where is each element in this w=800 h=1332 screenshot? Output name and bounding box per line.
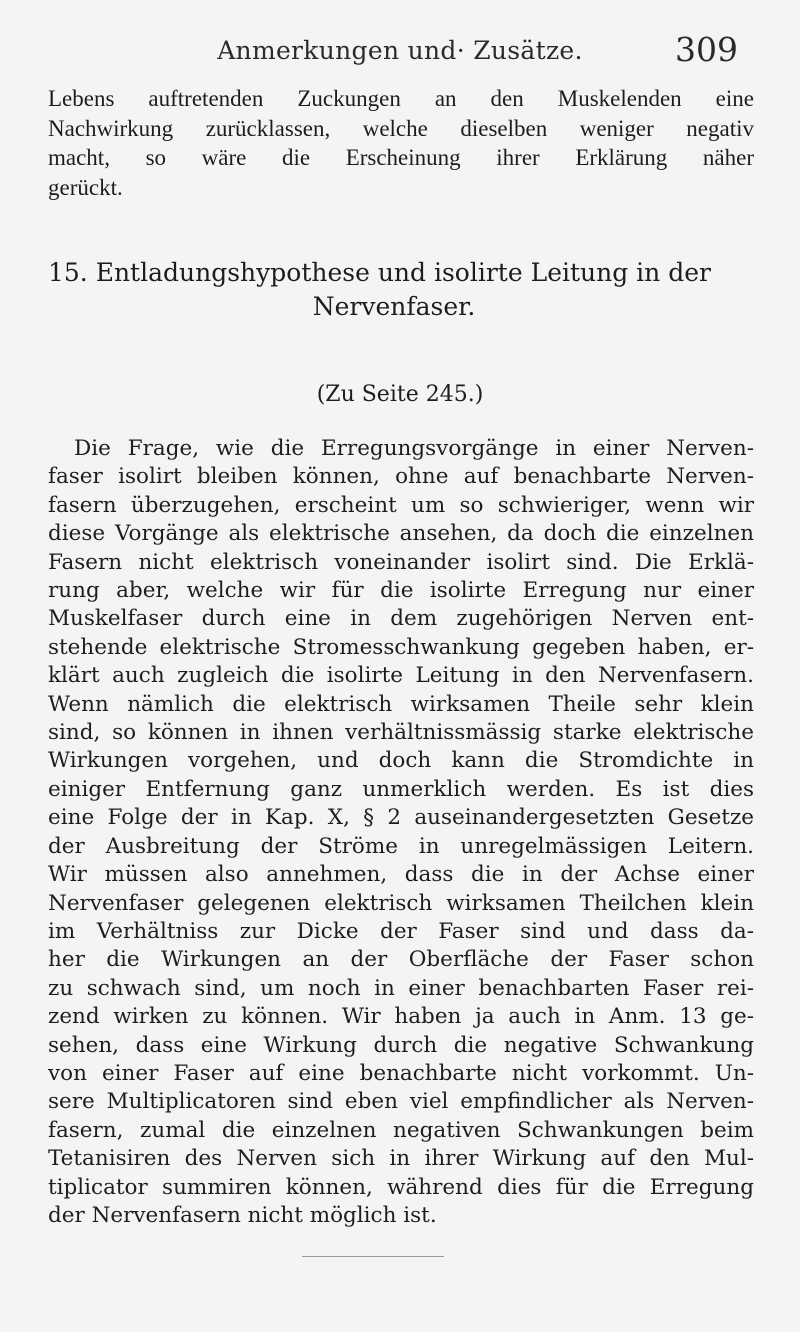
body-line: her die Wirkungen an der Oberfläche der Faser schon: [48, 947, 754, 973]
body-line: von einer Faser auf eine benachbarte nicht vorkommt. Un-: [48, 1060, 754, 1086]
section-reference: (Zu Seite 245.): [316, 382, 484, 407]
body-line: Die Frage, wie die Erregungsvorgänge in einer Nerven-: [74, 436, 754, 461]
intro-line: Lebens auftretenden Zuckungen an den Muskelenden eine: [48, 86, 754, 111]
body-line: stehende elektrische Stromesschwankung gegeben haben, er-: [48, 634, 754, 660]
body-line: zu schwach sind, um noch in einer benachbarten Faser rei-: [48, 975, 754, 1001]
body-line: faser isolirt bleiben können, ohne auf benachbarte Nerven-: [48, 464, 754, 490]
intro-line: Nachwirkung zurücklassen, welche dieselben weniger negativ: [48, 115, 754, 141]
body-line: tiplicator summiren können, während dies für die Erregung: [48, 1174, 754, 1200]
body-line: zend wirken zu können. Wir haben ja auch in Anm. 13 ge-: [48, 1004, 754, 1030]
intro-line: gerückt.: [48, 174, 123, 200]
body-line: einiger Entfernung ganz unmerklich werden. Es ist dies: [48, 776, 754, 802]
body-line: rung aber, welche wir für die isolirte Erregung nur einer: [48, 578, 754, 604]
section-heading-line: Nervenfaser.: [312, 292, 476, 321]
body-line: Tetanisiren des Nerven sich in ihrer Wirkung auf den Mul-: [48, 1146, 754, 1172]
body-line: diese Vorgänge als elektrische ansehen, da doch die einzelnen: [48, 521, 754, 547]
section-heading-line: 15. Entladungshypothese und isolirte Leitung in der: [48, 258, 711, 287]
body-line: sehen, dass eine Wirkung durch die negative Schwankung: [48, 1032, 754, 1058]
section-heading: [48, 256, 754, 324]
body-line: Muskelfaser durch eine in dem zugehörigen Nerven ent-: [48, 606, 754, 632]
body-line: Nervenfaser gelegenen elektrisch wirksamen Theilchen klein: [48, 890, 754, 916]
body-line: Wir müssen also annehmen, dass die in der Achse einer: [48, 862, 754, 888]
body-line: im Verhältniss zur Dicke der Faser sind und dass da-: [48, 918, 754, 944]
page-number: 309: [675, 30, 738, 69]
body-line: sere Multiplicatoren sind eben viel empfindlicher als Nerven-: [48, 1089, 754, 1115]
body-line: Fasern nicht elektrisch voneinander isolirt sind. Die Erklä-: [48, 549, 754, 575]
body-line: Wirkungen vorgehen, und doch kann die Stromdichte in: [48, 748, 754, 774]
intro-paragraph: [48, 84, 754, 202]
intro-line: macht, so wäre die Erscheinung ihrer Erklärung näher: [48, 145, 754, 170]
body-line: klärt auch zugleich die isolirte Leitung in den Nervenfasern.: [48, 663, 754, 689]
running-header: [0, 30, 800, 76]
running-title: Anmerkungen und· Zusätze.: [217, 36, 583, 65]
body-line: sind, so können in ihnen verhältnissmässig starke elektrische: [48, 720, 754, 746]
body-line: fasern überzugehen, erscheint um so schwieriger, wenn wir: [48, 492, 754, 518]
body-line: eine Folge der in Kap. X, § 2 auseinandergesetzten Gesetze: [48, 805, 754, 831]
closing-rule: [302, 1256, 444, 1257]
body-line: der Ausbreitung der Ströme in unregelmässigen Leitern.: [48, 833, 754, 859]
body-line: Wenn nämlich die elektrisch wirksamen Theile sehr klein: [48, 691, 754, 717]
body-line: fasern, zumal die einzelnen negativen Schwankungen beim: [48, 1117, 754, 1143]
body-paragraph: [48, 435, 754, 1230]
body-line: der Nervenfasern nicht möglich ist.: [48, 1202, 437, 1228]
